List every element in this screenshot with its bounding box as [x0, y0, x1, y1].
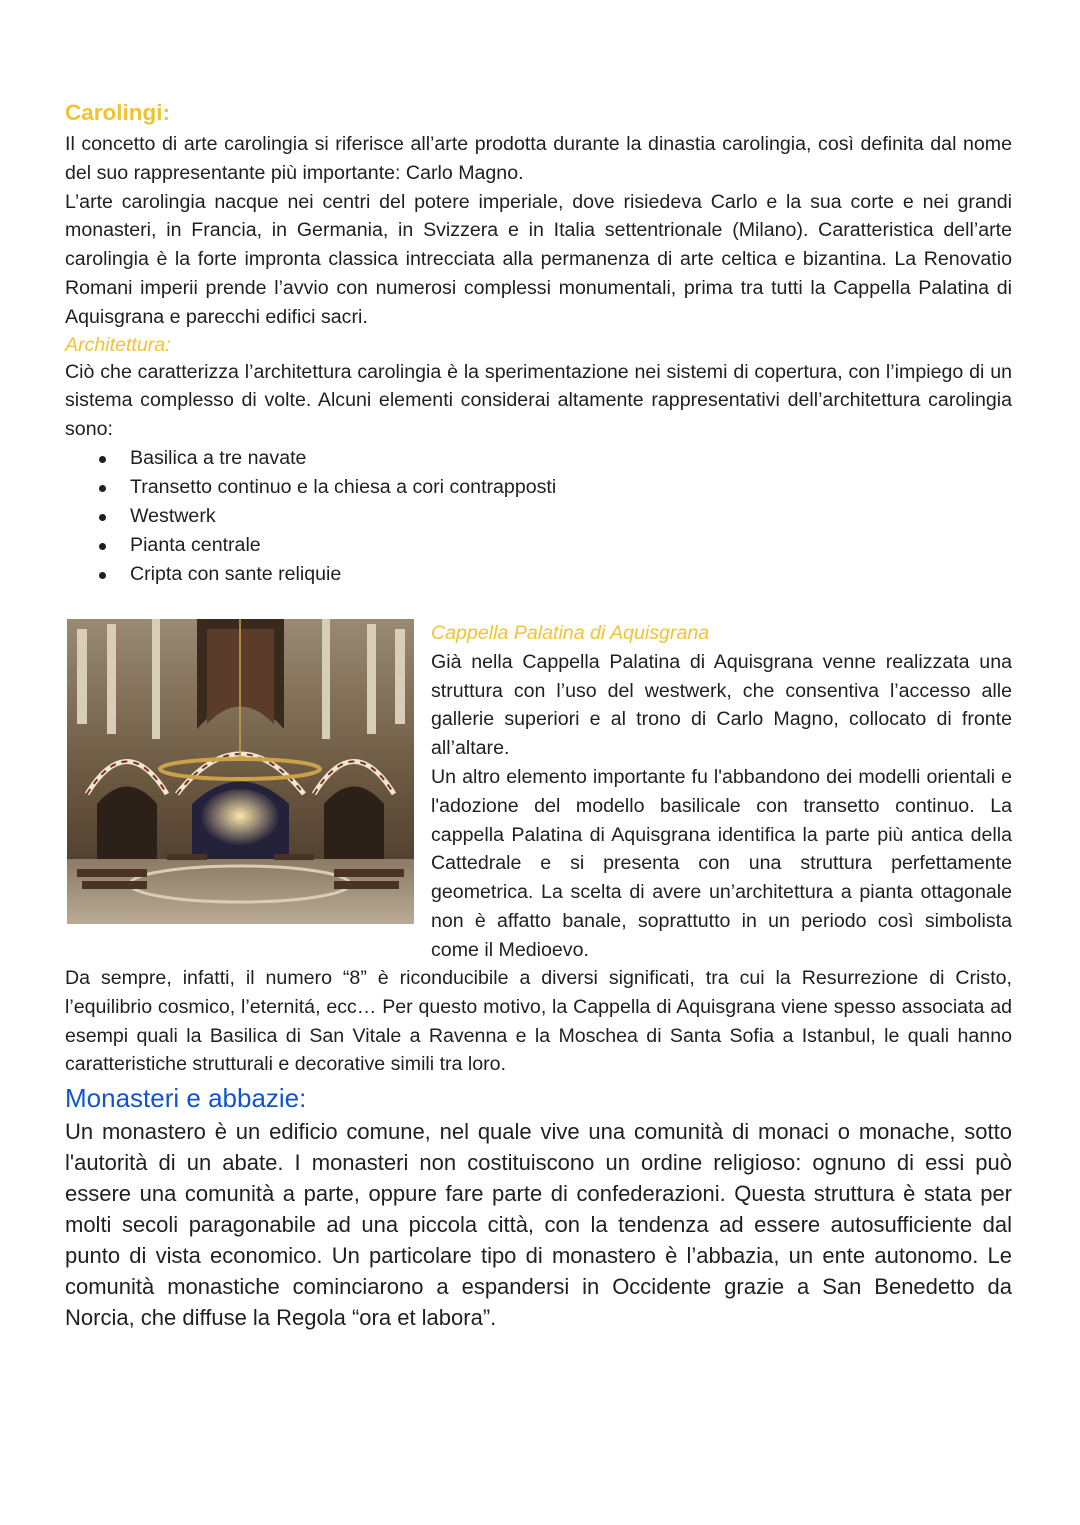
figure-block [65, 619, 1012, 964]
list-item: Basilica a tre navate [130, 444, 1012, 473]
caption-cappella: Cappella Palatina di Aquisgrana [431, 621, 710, 644]
paragraph-intro-2: L’arte carolingia nacque nei centri del potere imperiale, dove risiedeva Carlo e la sua corte e nei grandi monasteri, in Francia, in Germania, in Svizzera e in Italia settentrionale (Milano). Caratteristica dell’arte carolingia è la forte impronta classica intrecciata alla permanenza di arte celtica e bizantina. La Renovatio Romani imperii prende l’avvio con numerosi complessi monumentali, prima tra tutti la Cappella Palatina di Aquisgrana e parecchi edifici sacri. [65, 190, 1012, 328]
section-title-carolingi: Carolingi: [65, 100, 170, 125]
paragraph-cappella-2: Un altro elemento importante fu l'abbandono dei modelli orientali e l'adozione del modello basilicale con transetto continuo. La cappella Palatina di Aquisgrana identifica la parte più antica della Cattedrale e si presenta con una struttura perfettamente geometrica. La scelta di avere un’architettura a pianta ottagonale non è affatto banale, soprattutto in un periodo così simbolista come il Medioevo. [431, 765, 1012, 961]
paragraph-cappella-1: Già nella Cappella Palatina di Aquisgrana venne realizzata una struttura con l’uso del westwerk, che consentiva l’accesso alle gallerie superiori e al trono di Carlo Magno, collocato di fronte all’altare. [431, 650, 1012, 760]
list-item: Cripta con sante reliquie [130, 560, 1012, 589]
bullet-list-architettura [65, 444, 1012, 589]
paragraph-cappella-3: Da sempre, infatti, il numero “8” è riconducibile a diversi significati, tra cui la Resurrezione di Cristo, l’equilibrio cosmico, l’eternitá, ecc… Per questo motivo, la Cappella di Aquisgrana viene spesso associata ad esempi quali la Basilica di San Vitale a Ravenna e la Moschea di Santa Sofia a Istanbul, le quali hanno caratteristiche strutturali e decorative simili tra loro. [65, 966, 1012, 1076]
section-title-monasteri: Monasteri e abbazie: [65, 1083, 307, 1114]
document-page [65, 96, 1012, 1333]
paragraph-architettura: Ciò che caratterizza l’architettura carolingia è la sperimentazione nei sistemi di copertura, con l’impiego di un sistema complesso di volte. Alcuni elementi considerai altamente rappresentativi dell’architettura carolingia sono: [65, 360, 1012, 441]
list-item: Westwerk [130, 502, 1012, 531]
cappella-text-column [431, 619, 1012, 965]
subsection-title-architettura: Architettura: [65, 333, 171, 356]
list-item: Pianta centrale [130, 531, 1012, 560]
paragraph-monasteri: Un monastero è un edificio comune, nel quale vive una comunità di monaci o monache, sotto l'autorità di un abate. I monasteri non costituiscono un ordine religioso: ognuno di essi può essere una comunità a parte, oppure fare parte di confederazioni. Questa struttura è stata per molti secoli paragonabile ad una piccola città, con la tendenza ad essere autosufficiente dal punto di vista economico. Un particolare tipo di monastero è l’abbazia, un ente autonomo. Le comunità monastiche cominciarono a espandersi in Occidente grazie a San Benedetto da Norcia, che diffuse la Regola “ora et labora”. [65, 1119, 1012, 1331]
paragraph-intro-1: Il concetto di arte carolingia si riferisce all’arte prodotta durante la dinastia carolingia, così definita dal nome del suo rappresentante più importante: Carlo Magno. [65, 133, 1012, 184]
list-item: Transetto continuo e la chiesa a cori contrapposti [130, 473, 1012, 502]
cappella-palatina-photo [67, 619, 414, 924]
